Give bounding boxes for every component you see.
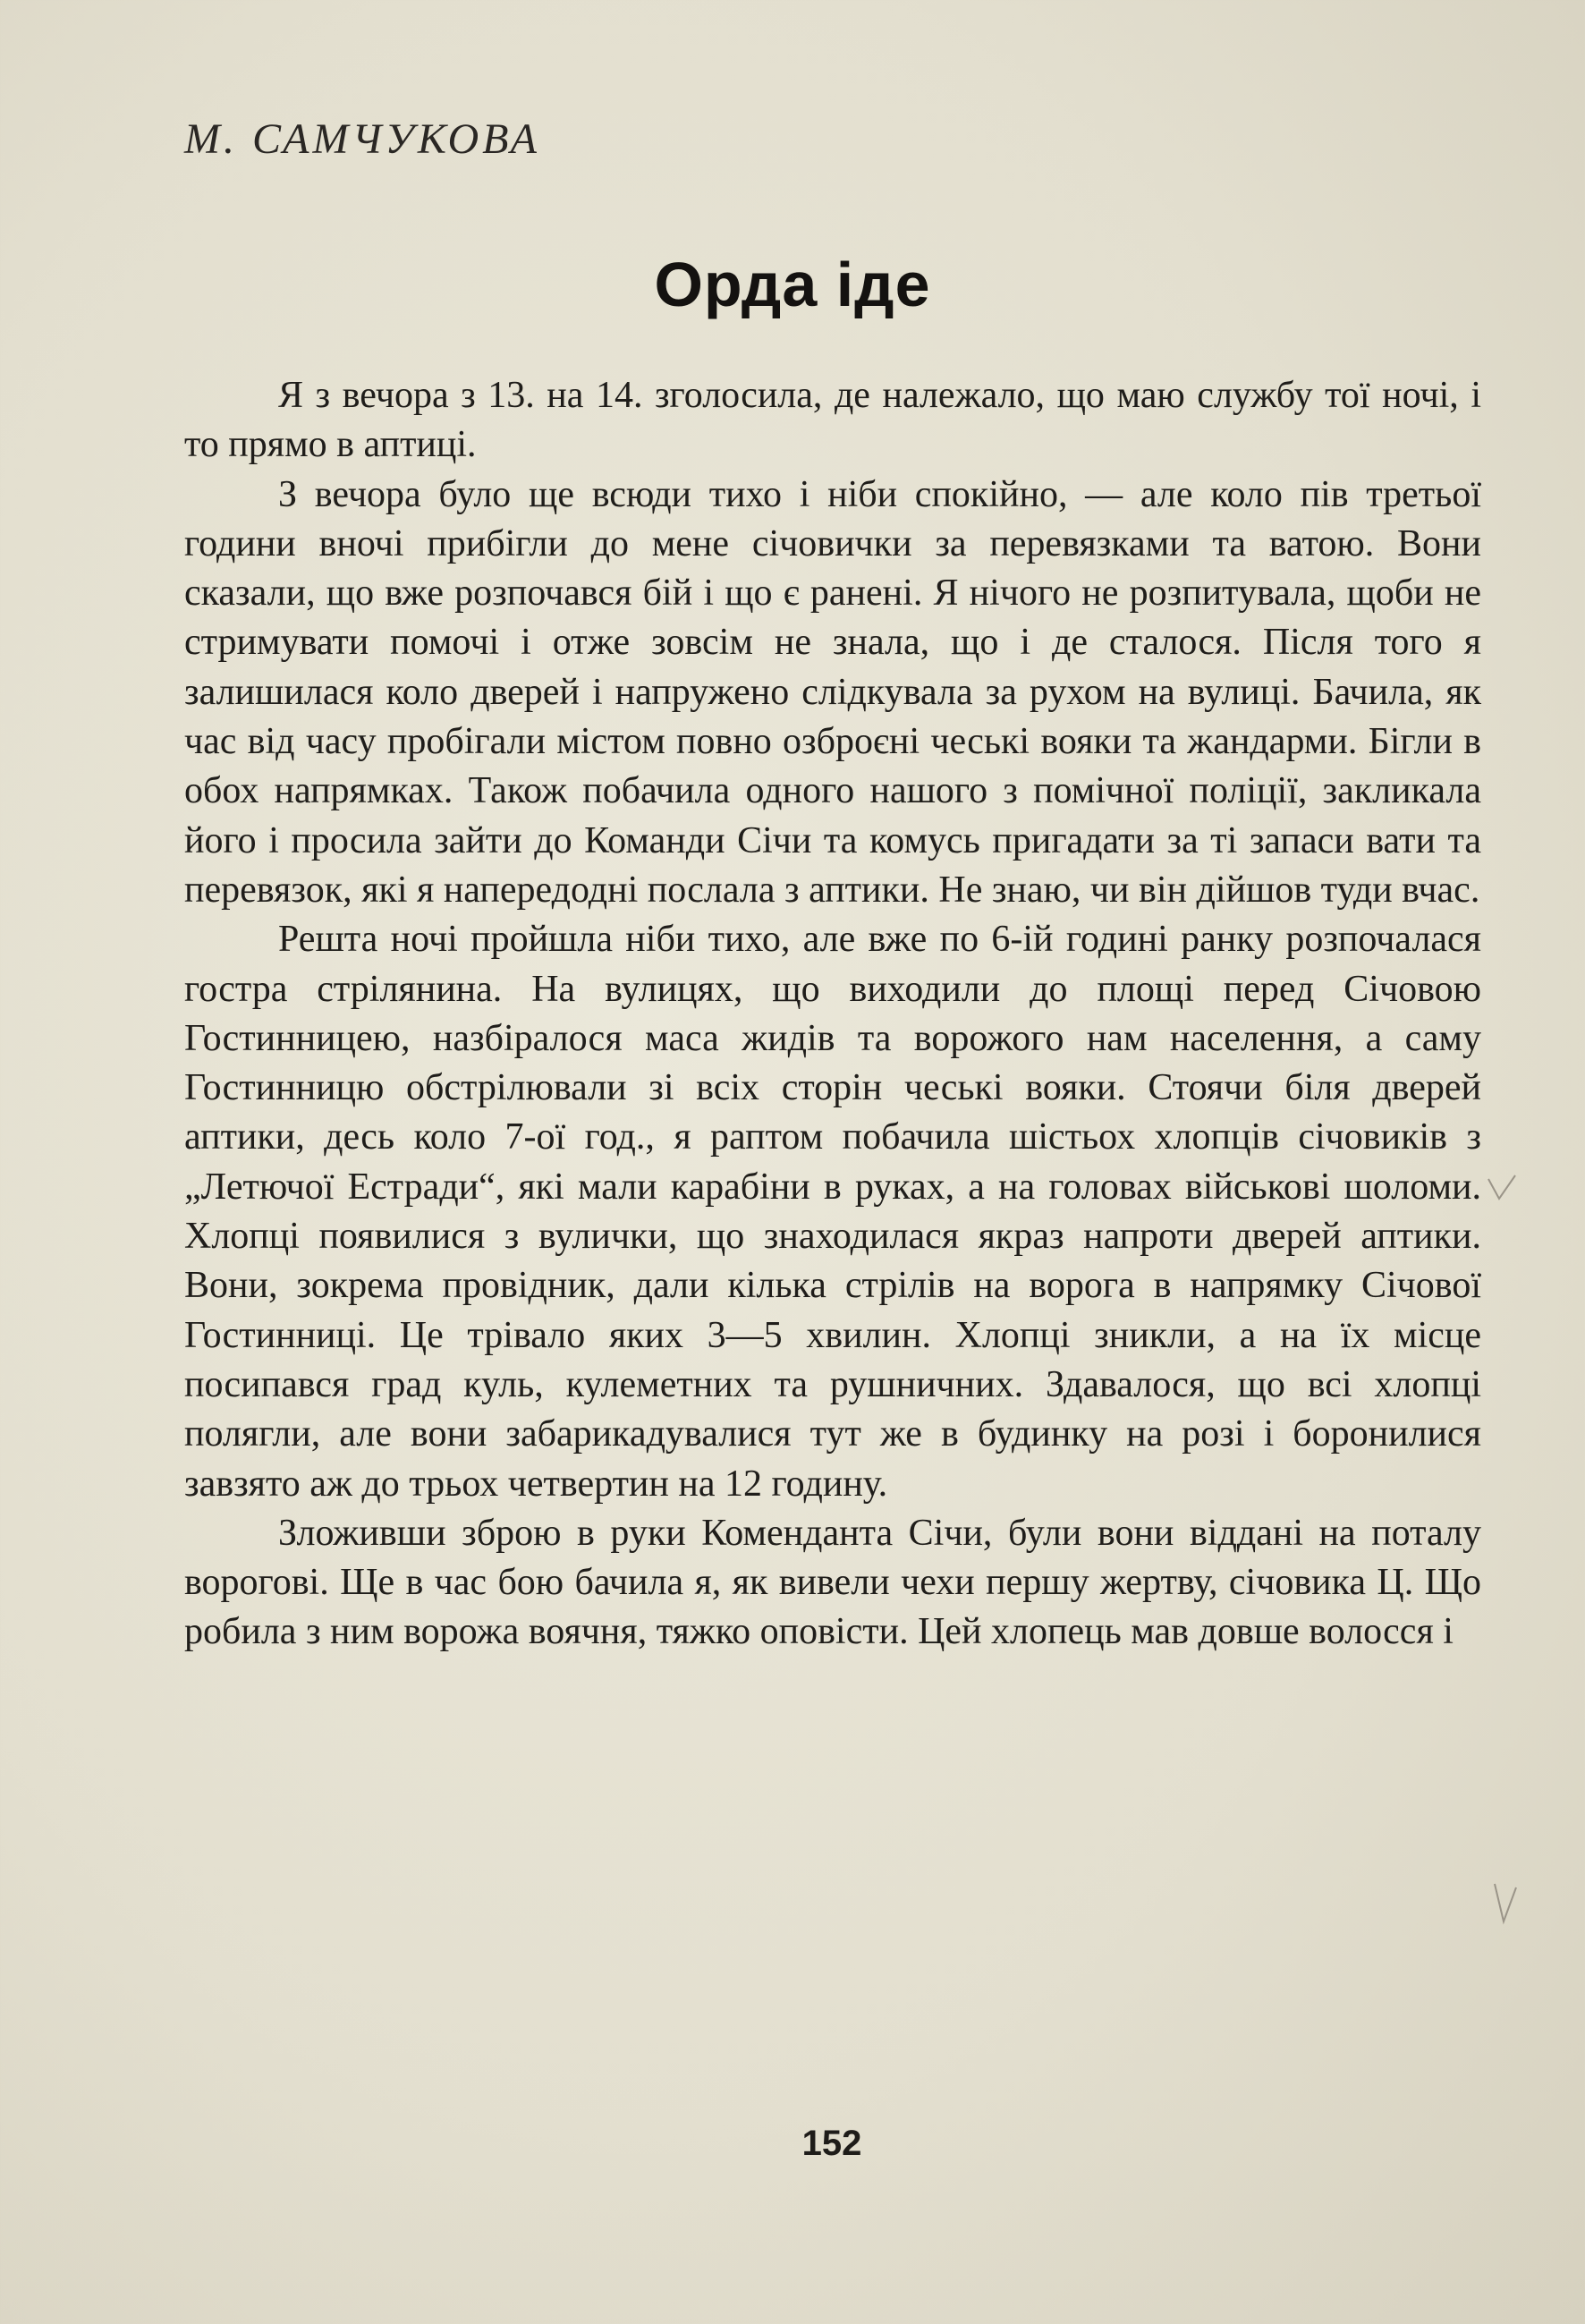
article-body [184, 371, 1481, 1658]
paragraph-3: Решта ночі пройшла ніби тихо, але вже по 6-ій годині ранку розпочалася гостра стрілянина. На вулицях, що виходили до площі перед Січовою Гостинницею, назбіралося маса жидів та ворожого нам населення, а саму Гостинницю обстрілювали зі всіх сторін чеські вояки. Стоячи біля дверей аптики, десь коло 7-ої год., я раптом побачила шістьох хлопців січовиків з „Летючої Естради“, які мали карабіни в руках, а на головах військові шоломи. Хлопці появилися з вулички, що знаходилася якраз напроти дверей аптики. Вони, зокрема провідник, дали кілька стрілів на ворога в напрямку Січової Гостинниці. Це трівало яких 3—5 хвилин. Хлопці зникли, а на їх місце посипався град куль, кулеметних та рушничних. Здавалося, що всі хлопці полягли, але вони забарикадувалися тут же в будинку на розі і боронилися завзято аж до трьох четвертин на 12 годину. [184, 919, 1481, 1505]
author-name: М. САМЧУКОВА [184, 115, 540, 163]
paragraph-1: Я з вечора з 13. на 14. зголосила, де належало, що маю службу тої ночі, і то прямо в аптиці. [184, 375, 1481, 466]
pencil-check-mark-2 [1489, 1879, 1525, 1932]
article-title: Орда іде [654, 250, 931, 319]
pencil-check-mark-1 [1485, 1172, 1521, 1208]
paragraph-4: Зложивши зброю в руки Коменданта Січи, були вони віддані на поталу ворогові. Ще в час бою бачила я, як вивели чехи першу жертву, січовика Ц. Що робила з ним ворожа воячня, тяжко оповісти. Цей хлопець мав довше волосся і [184, 1512, 1481, 1653]
paragraph-2: З вечора було ще всюди тихо і ніби спокійно, — але коло пів третьої години вночі прибігли до мене січовички за перевязками та ватою. Вони сказали, що вже розпочався бій і що є ранені. Я нічого не розпитувала, щоби не стримувати помочі і отже зовсім не знала, що і де сталося. Після того я залишилася коло дверей і напружено слідкувала за рухом на вулиці. Бачила, як час від часу пробігали містом повно озброєні чеські вояки та жандарми. Бігли в обох напрямках. Також побачила одного нашого з помічної поліції, закликала його і просила зайти до Команди Січи та комусь пригадати за ті запаси вати та перевязок, які я напередодні послала з аптики. Не знаю, чи він дійшов туди вчас. [184, 473, 1481, 911]
page-number: 152 [801, 2124, 862, 2163]
